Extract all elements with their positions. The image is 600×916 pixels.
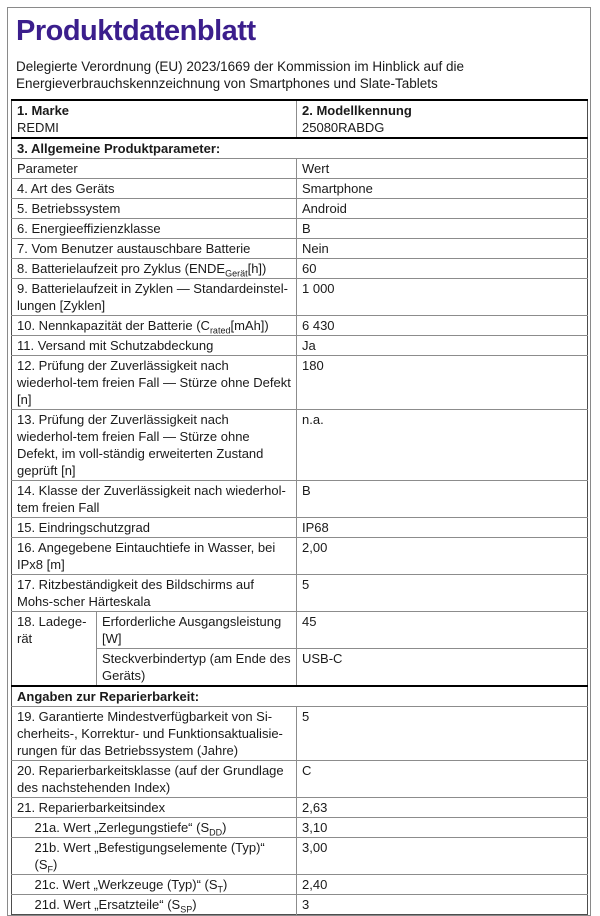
row-label: 18. Ladege-rät [12,612,97,687]
row-value: 2,40 [297,875,588,895]
row-value: n.a. [297,410,588,481]
table-row [12,761,588,798]
row-label: 9. Batterielaufzeit in Zyklen — Standardeinstel-lungen [Zyklen] [12,279,297,316]
row-label: 20. Reparierbarkeitsklasse (auf der Grundlage des nachstehenden Index) [12,761,297,798]
section-header-row [12,138,588,159]
table-row [12,538,588,575]
row-value: 180 [297,356,588,410]
row-value: 1 000 [297,279,588,316]
section-header-row [12,686,588,707]
table-row [12,875,588,895]
row-value: 2,00 [297,538,588,575]
row-value: Ja [297,336,588,356]
row-label: 21a. Wert „Zerlegungstiefe“ $(S_{DD})$ [30,818,297,838]
row-sublabel: Steckverbindertyp (am Ende des Geräts) [97,649,297,687]
model-label: 2. Modellkennung [302,103,412,118]
table-row [12,199,588,219]
indent-spacer [12,895,30,915]
row-label: 21b. Wert „Befestigungselemente (Typ)“ $(S_F)$ [30,838,297,875]
table-row [12,410,588,481]
row-label: 10. Nennkapazität der Batterie $(C_{rated}[mAh])$ [12,316,297,336]
table-row [12,575,588,612]
row-value: 3,10 [297,818,588,838]
table-row [12,179,588,199]
row-value: C [297,761,588,798]
row-value: B [297,481,588,518]
row-label: Parameter [12,159,297,179]
row-label: 13. Prüfung der Zuverlässigkeit nach wiederhol-tem freien Fall — Stürze ohne Defekt, im voll-ständig erweiterten Zustand geprüft [n] [12,410,297,481]
table-row [12,481,588,518]
row-value: Smartphone [297,179,588,199]
row-value: 6 430 [297,316,588,336]
table-row [12,239,588,259]
indent-spacer [12,838,30,875]
product-table [11,99,588,915]
indent-spacer [12,818,30,838]
section-label: Angaben zur Reparierbarkeit: [12,686,588,707]
brand-model-row [12,100,588,138]
row-label: 8. Batterielaufzeit pro Zyklus $(ENDE_{Gerät}[h])$ [12,259,297,279]
table-row [12,612,588,649]
row-label: 4. Art des Geräts [12,179,297,199]
table-row [12,279,588,316]
table-row [12,649,588,687]
row-label: 6. Energieeffizienzklasse [12,219,297,239]
row-label: 17. Ritzbeständigkeit des Bildschirms auf Mohs-scher Härteskala [12,575,297,612]
row-label: 15. Eindringschutzgrad [12,518,297,538]
row-value: B [297,219,588,239]
table-row [12,798,588,818]
row-label: 7. Vom Benutzer austauschbare Batterie [12,239,297,259]
table-row [12,356,588,410]
row-label: 11. Versand mit Schutzabdeckung [12,336,297,356]
row-value: Wert [297,159,588,179]
page-title: Produktdatenblatt [16,15,256,47]
table-row [12,818,588,838]
row-value: 3,00 [297,838,588,875]
row-sublabel: Erforderliche Ausgangsleistung [W] [97,612,297,649]
datasheet-page [7,7,591,916]
document-subtitle: Delegierte Verordnung (EU) 2023/1669 der Kommission im Hinblick auf die Energieverbrauchskennzeichnung von Smartphones und Slate-Tablets [16,59,464,91]
row-label: 21c. Wert „Werkzeuge (Typ)“ $(S_T)$ [30,875,297,895]
table-row [12,259,588,279]
table-row [12,838,588,875]
row-value: Android [297,199,588,219]
table-row [12,895,588,915]
row-label: 12. Prüfung der Zuverlässigkeit nach wiederhol-tem freien Fall — Stürze ohne Defekt [n] [12,356,297,410]
model-cell [297,100,588,138]
table-row [12,219,588,239]
row-value: 60 [297,259,588,279]
table-row [12,316,588,336]
document-header [8,8,590,92]
table-row [12,518,588,538]
brand-cell [12,100,297,138]
indent-spacer [12,875,30,895]
row-label: 14. Klasse der Zuverlässigkeit nach wiederhol-tem freien Fall [12,481,297,518]
row-value: Nein [297,239,588,259]
model-value: 25080RABDG [302,120,385,135]
section-label: 3. Allgemeine Produktparameter: [12,138,588,159]
row-value: 2,63 [297,798,588,818]
table-row [12,336,588,356]
row-label: 5. Betriebssystem [12,199,297,219]
brand-label: 1. Marke [17,103,70,118]
row-label: 16. Angegebene Eintauchtiefe in Wasser, bei IPx8 [m] [12,538,297,575]
row-value: 5 [297,575,588,612]
row-value: 3 [297,895,588,915]
table-row [12,707,588,761]
row-value: IP68 [297,518,588,538]
row-label: 21d. Wert „Ersatzteile“ $(S_{SP})$ [30,895,297,915]
row-value: USB-C [297,649,588,687]
row-label: 19. Garantierte Mindestverfügbarkeit von Si-cherheits-, Korrektur- und Funktionsaktualisie-rungen für das Betriebssystem (Jahre) [12,707,297,761]
table-row [12,159,588,179]
row-value: 5 [297,707,588,761]
row-label: 21. Reparierbarkeitsindex [12,798,297,818]
brand-value: REDMI [17,120,59,135]
row-value: 45 [297,612,588,649]
